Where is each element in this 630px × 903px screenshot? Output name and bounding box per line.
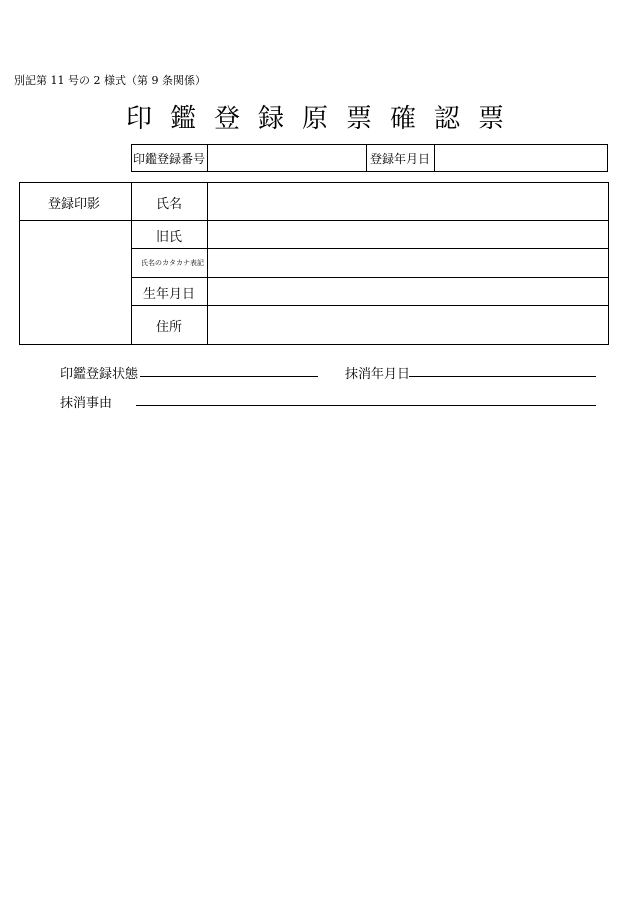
- registration-status-line[interactable]: [140, 376, 318, 377]
- erasure-date-line[interactable]: [409, 376, 596, 377]
- name-label: 氏名: [156, 197, 183, 212]
- table-divider: [131, 248, 609, 249]
- birthdate-label: 生年月日: [143, 287, 196, 302]
- former-name-label: 旧氏: [156, 230, 183, 245]
- table-divider: [207, 182, 208, 345]
- erasure-reason-line[interactable]: [136, 405, 596, 406]
- table-divider: [131, 305, 609, 306]
- katakana-name-label: 氏名のカタカナ表記: [141, 259, 204, 267]
- registration-date-label: 登録年月日: [370, 152, 431, 166]
- table-divider: [434, 144, 435, 172]
- registration-status-label: 印鑑登録状態: [60, 367, 139, 382]
- table-divider: [131, 277, 609, 278]
- document-title: 印鑑登録原票確認票: [125, 104, 522, 134]
- table-divider: [207, 144, 208, 172]
- address-label: 住所: [156, 320, 183, 335]
- seal-impression-area[interactable]: [20, 221, 130, 344]
- erasure-date-label: 抹消年月日: [345, 367, 411, 382]
- registration-number-label: 印鑑登録番号: [133, 152, 206, 166]
- seal-impression-label: 登録印影: [48, 197, 101, 212]
- form-reference-note: 別記第 11 号の 2 様式（第 9 条関係）: [14, 74, 206, 87]
- table-divider: [366, 144, 367, 172]
- erasure-reason-label: 抹消事由: [60, 396, 113, 411]
- table-divider: [131, 182, 132, 345]
